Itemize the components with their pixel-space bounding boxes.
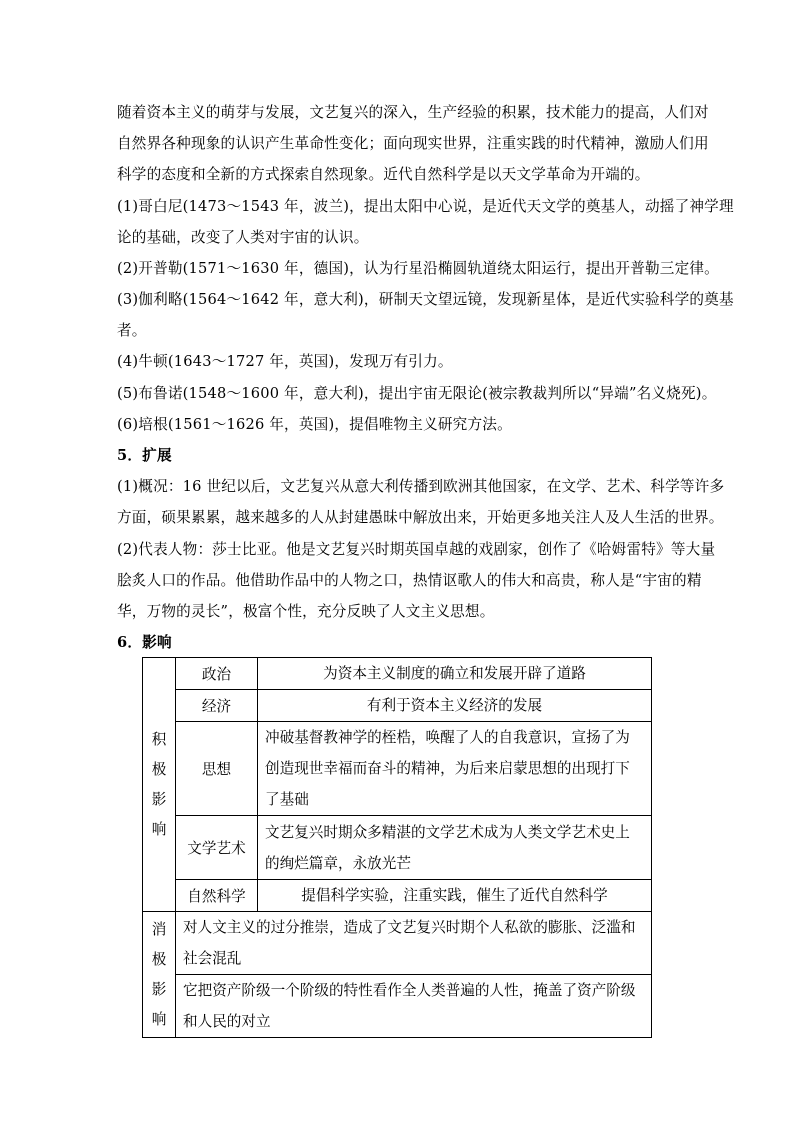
description-cell: 冲破基督教神学的桎梏，唤醒了人的自我意识，宣扬了为创造现世幸福而奋斗的精神，为后来启蒙思想的出现打下了基础 [258,722,652,816]
scientist-line: 论的基础，改变了人类对宇宙的认识。 [117,229,369,246]
description-cell: 文艺复兴时期众多精湛的文学艺术成为人类文学艺术史上的绚烂篇章，永放光芒 [258,816,652,880]
intro-line: 随着资本主义的萌芽与发展，文艺复兴的深入，生产经验的积累，技术能力的提高，人们对 [117,104,709,121]
table-row [143,880,652,912]
section-5-line: 华，万物的灵长”，极富个性，充分反映了人文主义思想。 [117,603,495,620]
description-cell: 为资本主义制度的确立和发展开辟了道路 [258,658,652,690]
description-cell: 它把资产阶级一个阶级的特性看作全人类普遍的人性，掩盖了资产阶级和人民的对立 [176,975,652,1038]
impact-table [142,657,652,1038]
section-5-line: (2)代表人物：莎士比亚。他是文艺复兴时期英国卓越的戏剧家，创作了《哈姆雷特》等大量 [117,541,716,558]
category-cell: 经济 [176,690,258,722]
section-5-line: 方面，硕果累累，越来越多的人从封建愚昧中解放出来，开始更多地关注人及人生活的世界。 [117,509,724,526]
scientist-line: (4)牛顿(1643～1727 年，英国)，发现万有引力。 [117,353,453,370]
scientist-line: (6)培根(1561～1626 年，英国)，提倡唯物主义研究方法。 [117,416,512,433]
scientist-line: (3)伽利略(1564～1642 年，意大利)，研制天文望远镜，发现新星体，是近代实验科学的奠基 [117,291,734,308]
positive-impact-label: 积极影响 [143,658,176,912]
table-row [143,722,652,816]
scientist-line: 者。 [117,322,147,339]
description-cell: 提倡科学实验，注重实践，催生了近代自然科学 [258,880,652,912]
section-5-line: 脍炙人口的作品。他借助作品中的人物之口，热情讴歌人的伟大和高贵，称人是“宇宙的精 [117,572,702,589]
intro-line: 自然界各种现象的认识产生革命性变化；面向现实世界，注重实践的时代精神，激励人们用 [117,135,709,152]
intro-line: 科学的态度和全新的方式探索自然现象。近代自然科学是以天文学革命为开端的。 [117,166,650,183]
category-cell: 自然科学 [176,880,258,912]
category-cell: 文学艺术 [176,816,258,880]
table-row [143,690,652,722]
scientist-line: (1)哥白尼(1473～1543 年，波兰)，提出太阳中心说，是近代天文学的奠基人，动摇了神学理 [117,198,734,215]
section-5-line: (1)概况：16 世纪以后，文艺复兴从意大利传播到欧洲其他国家，在文学、艺术、科学等许多 [117,478,725,495]
category-cell: 思想 [176,722,258,816]
description-cell: 对人文主义的过分推崇，造成了文艺复兴时期个人私欲的膨胀、泛滥和社会混乱 [176,912,652,975]
scientist-line: (2)开普勒(1571～1630 年，德国)，认为行星沿椭圆轨道绕太阳运行，提出开普勒三定律。 [117,260,719,277]
section-5-heading: 5．扩展 [117,447,172,464]
table-row [143,816,652,880]
negative-impact-label: 消极影响 [143,912,176,1038]
table-row [143,975,652,1038]
category-cell: 政治 [176,658,258,690]
table-row [143,658,652,690]
section-6-heading: 6．影响 [117,634,172,651]
table-row [143,912,652,975]
description-cell: 有利于资本主义经济的发展 [258,690,652,722]
scientist-line: (5)布鲁诺(1548～1600 年，意大利)，提出宇宙无限论(被宗教裁判所以“异端”名义烧死)。 [117,385,717,402]
